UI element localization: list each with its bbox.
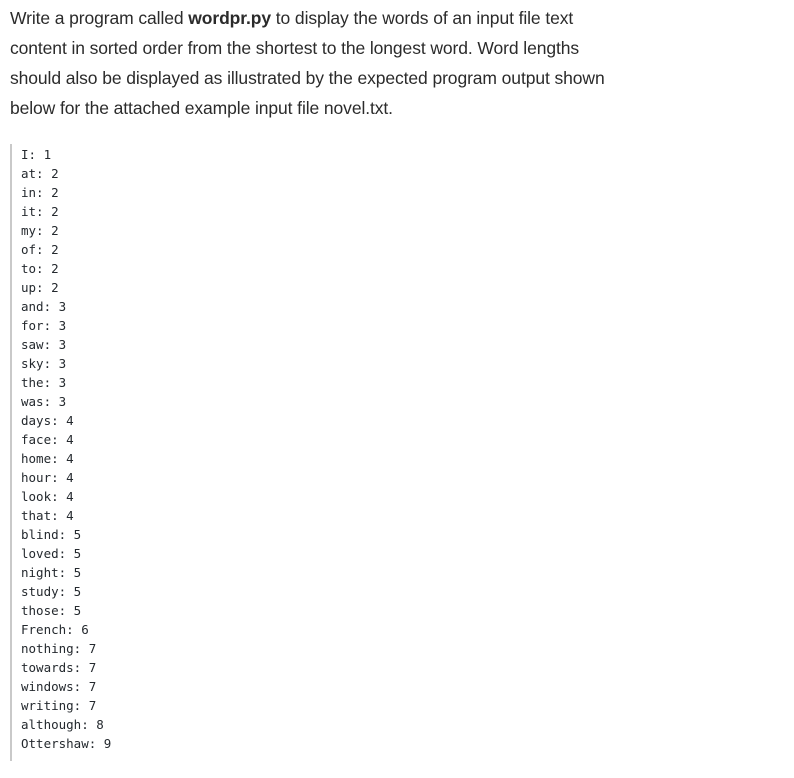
output-line: face: 4 <box>21 432 74 447</box>
output-line: my: 2 <box>21 223 59 238</box>
output-line: look: 4 <box>21 489 74 504</box>
output-line: at: 2 <box>21 166 59 181</box>
task-text: should also be displayed as illustrated by the expected program output shown <box>10 68 605 88</box>
output-line: the: 3 <box>21 375 67 390</box>
output-line: loved: 5 <box>21 546 82 561</box>
output-line: study: 5 <box>21 584 82 599</box>
output-line: night: 5 <box>21 565 82 580</box>
output-line: of: 2 <box>21 242 59 257</box>
page <box>0 3 794 761</box>
task-description-line <box>10 93 784 123</box>
output-line: French: 6 <box>21 622 89 637</box>
output-line: to: 2 <box>21 261 59 276</box>
output-line: sky: 3 <box>21 356 67 371</box>
output-line: although: 8 <box>21 717 104 732</box>
output-line: was: 3 <box>21 394 67 409</box>
output-line: in: 2 <box>21 185 59 200</box>
task-description-line <box>10 63 784 93</box>
task-description <box>10 3 784 123</box>
output-line: it: 2 <box>21 204 59 219</box>
output-line: nothing: 7 <box>21 641 97 656</box>
output-line: up: 2 <box>21 280 59 295</box>
output-line: days: 4 <box>21 413 74 428</box>
output-line: and: 3 <box>21 299 67 314</box>
task-description-line <box>10 33 784 63</box>
output-line: I: 1 <box>21 147 52 162</box>
output-line: blind: 5 <box>21 527 82 542</box>
output-line: saw: 3 <box>21 337 67 352</box>
program-filename: wordpr.py <box>188 8 272 28</box>
task-text: to display the words of an input file text <box>271 8 574 28</box>
output-line: hour: 4 <box>21 470 74 485</box>
output-line: Ottershaw: 9 <box>21 736 112 751</box>
output-line: windows: 7 <box>21 679 97 694</box>
task-text: below for the attached example input file novel.txt. <box>10 98 393 118</box>
task-text: content in sorted order from the shortest to the longest word. Word lengths <box>10 38 580 58</box>
output-line: that: 4 <box>21 508 74 523</box>
output-line: for: 3 <box>21 318 67 333</box>
output-line: towards: 7 <box>21 660 97 675</box>
output-line: home: 4 <box>21 451 74 466</box>
task-text: Write a program called <box>10 8 189 28</box>
task-description-line <box>10 3 784 33</box>
output-line: those: 5 <box>21 603 82 618</box>
output-line: writing: 7 <box>21 698 97 713</box>
program-output <box>10 144 774 761</box>
